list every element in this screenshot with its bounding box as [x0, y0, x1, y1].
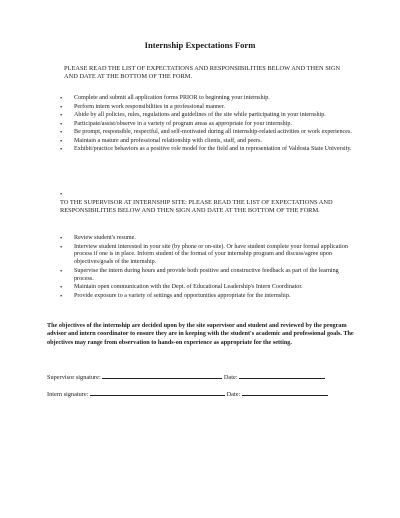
intern-date-field[interactable] [242, 389, 328, 396]
list-item: • Maintain open communication with the Dept. of Educational Leadership's Intern Coordinator. [60, 284, 303, 292]
list-item: • Exhibit/practice behaviors as a positive role model for the field and in representation of Valdosta State University. [60, 146, 352, 153]
intern-signature-label: Intern signature: [47, 391, 89, 398]
list-item: • Complete and submit all application forms PRIOR to beginning your internship. [60, 95, 270, 102]
intern-signature-field[interactable] [90, 389, 225, 396]
bullet-icon: • [60, 146, 63, 153]
list-item: • Abide by all policies, rules, regulations and guidelines of the site while participating in your internship. [60, 112, 326, 119]
bullet-icon: • [60, 191, 63, 198]
bullet-icon: • [60, 129, 63, 136]
supervisor-signature-field[interactable] [102, 372, 222, 379]
date-label: Date: [226, 391, 241, 398]
student-instructions: PLEASE READ THE LIST OF EXPECTATIONS AND RESPONSIBILITIES BELOW AND THEN SIGN AND DATE AT THE BOTTOM OF THE FORM. [64, 65, 341, 81]
supervisor-date-field[interactable] [239, 372, 325, 379]
bullet-icon: • [60, 243, 63, 251]
bullet-icon: • [60, 103, 63, 111]
objectives-note: The objectives of the internship are decided upon by the site supervisor and student and reviewed by the program advisor and intern coordinator to ensure they are in keeping with the student's academic and professional goals. The objectives may range from observation to hands-on experience as appropriate for the setting. [47, 322, 354, 346]
list-item: • Provide exposure to a variety of settings and opportunities appropriate for the internship. [60, 292, 291, 300]
intern-signature-row [47, 389, 367, 399]
bullet-icon: • [60, 235, 63, 242]
bullet-icon: • [60, 95, 63, 102]
bullet-icon: • [60, 120, 63, 128]
list-item: • Interview student interested in your site (by phone or on-site). Or have student complete your formal application process if one is in place. Inform student of the format of your internship program and discuss/agree upon objectives/goals of the internship. [60, 243, 348, 266]
list-item: • Supervise the intern during hours and provide both positive and constructive feedback as part of the learning process. [60, 267, 339, 282]
bullet-icon: • [60, 292, 63, 300]
bullet-icon: • [60, 112, 63, 119]
supervisor-signature-row [47, 372, 367, 382]
list-item: • Perform intern work responsibilities in a professional manner. [60, 103, 225, 111]
list-item: • Participate/assist/observe in a variety of program areas as appropriate for your internship. [60, 120, 292, 128]
bullet-icon: • [60, 137, 63, 145]
student-expectations-list [60, 95, 356, 155]
supervisor-instructions: TO THE SUPERVISOR AT INTERNSHIP SITE: PLEASE READ THE LIST OF EXPECTATIONS AND RESPONSIBILITIES BELOW AND THEN SIGN AND DATE AT THE BOTTOM OF THE FORM. [60, 199, 333, 215]
supervisor-expectations-list [60, 235, 356, 301]
list-item: • Maintain a mature and professional relationship with clients, staff, and peers. [60, 137, 262, 145]
list-item: • Be prompt, responsible, respectful, and self-motivated during all internship-related activities or work experiences. [60, 129, 352, 136]
bullet-icon: • [60, 284, 63, 292]
bullet-icon: • [60, 267, 63, 275]
supervisor-signature-label: Supervisor signature: [47, 374, 101, 381]
date-label: Date: [223, 374, 238, 381]
page-title: Internship Expectations Form [144, 40, 256, 50]
list-item: • Review student's resume. [60, 235, 136, 242]
